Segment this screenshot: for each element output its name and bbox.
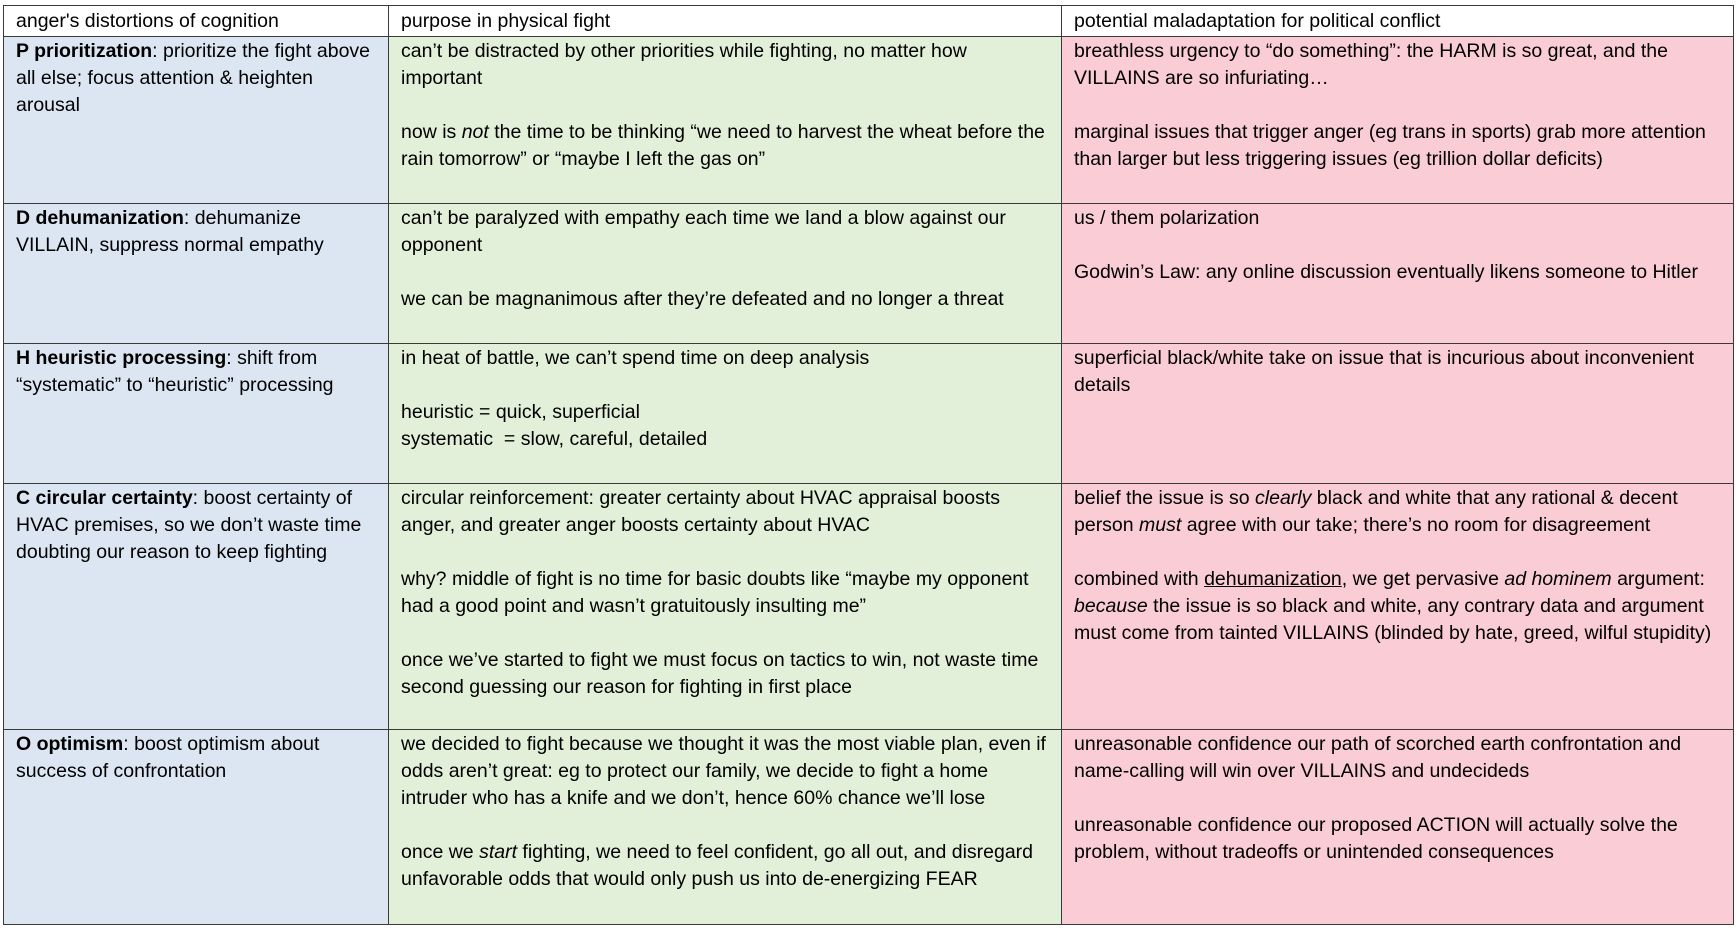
header-maladaptation: potential maladaptation for political conflict (1062, 6, 1734, 37)
purpose-text: once we start fighting, we need to feel confident, go all out, and disregard unfavorable odds that would only push us into de-energizing FEAR (401, 841, 1034, 890)
maladaptation-text: marginal issues that trigger anger (eg trans in sports) grab more attention than larger but less triggering issues (eg trillion dollar deficits) (1074, 121, 1706, 170)
purpose-text: we decided to fight because we thought it was the most viable plan, even if odds aren’t great: eg to protect our family, we decide to fight a home intruder who has a knife and we don’t, hence 60% chance we’ll lose (401, 733, 1046, 809)
maladaptation-text: breathless urgency to “do something”: the HARM is so great, and the VILLAINS are so infuriating… (1074, 40, 1668, 89)
distortion-term: O optimism (16, 733, 124, 755)
purpose-cell (389, 37, 1062, 204)
maladaptation-cell (1062, 484, 1734, 730)
maladaptation-text: Godwin’s Law: any online discussion eventually likens someone to Hitler (1074, 261, 1698, 283)
purpose-text: can’t be paralyzed with empathy each time we land a blow against our opponent (401, 207, 1006, 256)
distortion-desc: : prioritize the fight above all else; focus attention & heighten arousal (16, 40, 371, 116)
purpose-cell (389, 484, 1062, 730)
dehumanization-link: dehumanization (1204, 568, 1342, 590)
header-purpose: purpose in physical fight (389, 6, 1062, 37)
purpose-text: can’t be distracted by other priorities while fighting, no matter how important (401, 40, 967, 89)
distortion-desc: : shift from “systematic” to “heuristic” processing (16, 347, 334, 396)
distortion-cell (4, 484, 389, 730)
distortion-term: C circular certainty (16, 487, 193, 509)
maladaptation-cell (1062, 37, 1734, 204)
purpose-text: once we’ve started to fight we must focus on tactics to win, not waste time second guessing our reason for fighting in first place (401, 649, 1039, 698)
maladaptation-text: superficial black/white take on issue that is incurious about inconvenient details (1074, 347, 1695, 396)
distortion-term: H heuristic processing (16, 347, 227, 369)
distortion-cell (4, 344, 389, 484)
purpose-cell (389, 730, 1062, 925)
distortion-cell (4, 37, 389, 204)
purpose-text: now is not the time to be thinking “we need to harvest the wheat before the rain tomorrow” or “maybe I left the gas on” (401, 121, 1045, 170)
purpose-text: in heat of battle, we can’t spend time on deep analysis (401, 347, 870, 369)
table-row (4, 730, 1734, 925)
maladaptation-cell (1062, 730, 1734, 925)
purpose-text: we can be magnanimous after they’re defeated and no longer a threat (401, 288, 1004, 310)
table-row (4, 484, 1734, 730)
table-row (4, 204, 1734, 344)
distortion-desc: : boost certainty of HVAC premises, so we don’t waste time doubting our reason to keep fighting (16, 487, 362, 563)
maladaptation-cell (1062, 344, 1734, 484)
table-row (4, 344, 1734, 484)
maladaptation-text: us / them polarization (1074, 207, 1260, 229)
header-cognition: anger's distortions of cognition (4, 6, 389, 37)
purpose-cell (389, 344, 1062, 484)
distortion-desc: : boost optimism about success of confrontation (16, 733, 320, 782)
header-row (4, 6, 1734, 37)
distortion-cell (4, 204, 389, 344)
maladaptation-text: belief the issue is so clearly black and white that any rational & decent person must agree with our take; there’s no room for disagreement (1074, 487, 1678, 536)
distortion-term: P prioritization (16, 40, 153, 62)
maladaptation-text: unreasonable confidence our proposed ACTION will actually solve the problem, without tradeoffs or unintended consequences (1074, 814, 1678, 863)
table-row (4, 37, 1734, 204)
purpose-cell (389, 204, 1062, 344)
cognition-table (3, 5, 1734, 925)
maladaptation-text: combined with dehumanization, we get pervasive ad hominem argument: because the issue is so black and white, any contrary data and argument must come from tainted VILLAINS (blinded by hate, greed, wilful stupidity) (1074, 568, 1712, 644)
purpose-text: circular reinforcement: greater certainty about HVAC appraisal boosts anger, and greater anger boosts certainty about HVAC (401, 487, 1000, 536)
maladaptation-text: unreasonable confidence our path of scorched earth confrontation and name-calling will win over VILLAINS and undecideds (1074, 733, 1682, 782)
distortion-cell (4, 730, 389, 925)
purpose-text: why? middle of fight is no time for basic doubts like “maybe my opponent had a good point and wasn’t gratuitously insulting me” (401, 568, 1029, 617)
maladaptation-cell (1062, 204, 1734, 344)
purpose-text: heuristic = quick, superficial systematic = slow, careful, detailed (401, 401, 708, 450)
distortion-term: D dehumanization (16, 207, 184, 229)
distortion-desc: : dehumanize VILLAIN, suppress normal empathy (16, 207, 324, 256)
